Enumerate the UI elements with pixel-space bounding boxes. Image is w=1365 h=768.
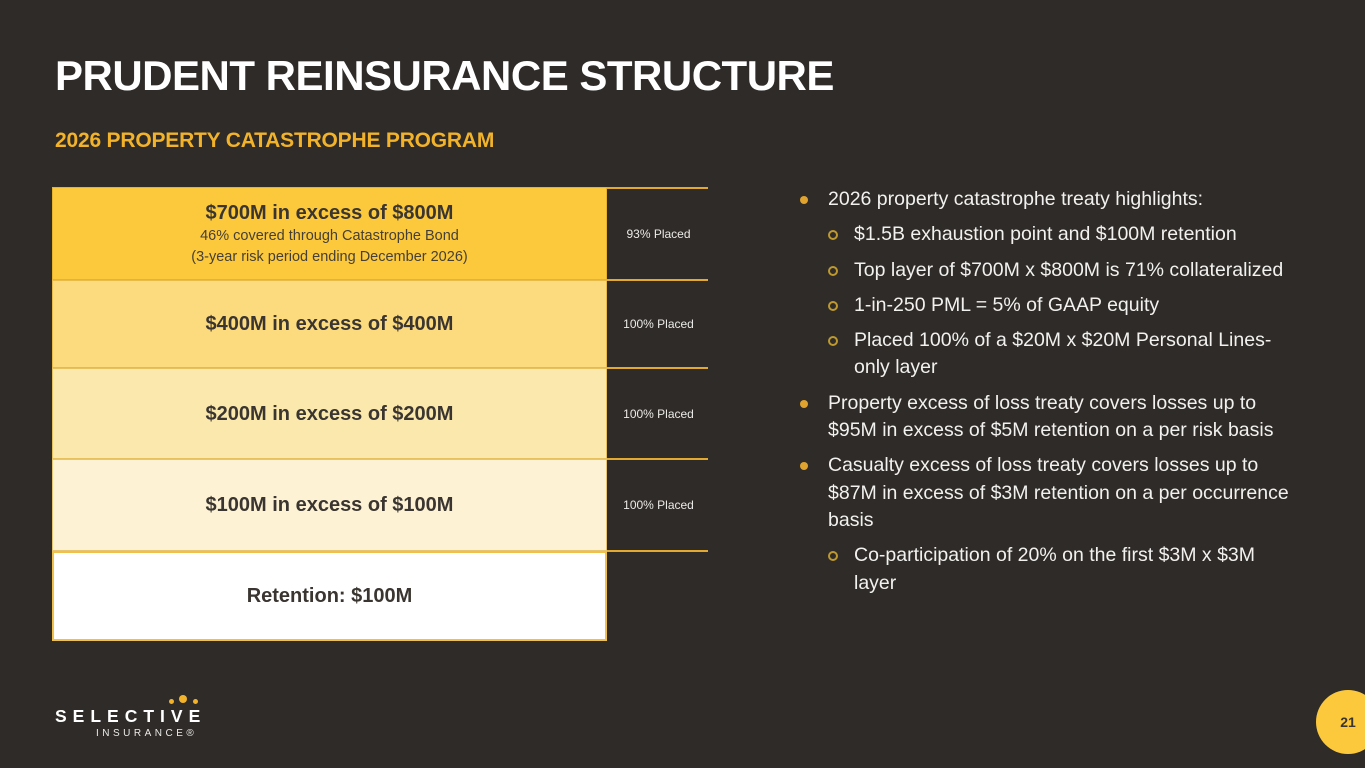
bullet-text: Placed 100% of a $20M x $20M Personal Lines-only layer — [854, 329, 1272, 379]
reinsurance-tower-diagram — [52, 187, 710, 641]
tower-layer-100x100 — [52, 459, 607, 551]
selective-insurance-logo — [55, 695, 275, 745]
layer-subline: 46% covered through Catastrophe Bond — [200, 227, 459, 244]
tower-layers — [52, 187, 607, 641]
layer-label: $700M in excess of $800M — [205, 201, 454, 224]
logo-dot-icon — [179, 695, 187, 703]
layer-label: $100M in excess of $100M — [205, 494, 454, 516]
tower-layer-200x200 — [52, 368, 607, 459]
bullet-text: Top layer of $700M x $800M is 71% collateralized — [854, 258, 1284, 281]
bullet-circle-icon — [828, 301, 838, 311]
tower-retention-box — [52, 551, 607, 641]
logo-dot-icon — [169, 699, 174, 704]
bullet-circle-icon — [828, 266, 838, 276]
bullet-circle-icon — [828, 336, 838, 346]
bullet-item — [828, 327, 1297, 382]
bullet-text: 2026 property catastrophe treaty highlights: — [828, 188, 1204, 210]
bullet-text: Property excess of loss treaty covers losses up to $95M in excess of $5M retention on a per risk basis — [828, 391, 1274, 442]
bullet-item — [800, 186, 1297, 213]
logo-wordmark: SELECTIVE — [55, 706, 207, 726]
page-number-badge — [1316, 690, 1365, 754]
bullet-item — [800, 452, 1297, 534]
placed-percentage-column — [607, 187, 710, 641]
bullet-text: $1.5B exhaustion point and $100M retention — [854, 223, 1237, 246]
layer-label: $200M in excess of $200M — [205, 402, 454, 425]
bullet-item — [828, 221, 1297, 248]
bullet-dot-icon — [800, 196, 808, 204]
page-title: PRUDENT REINSURANCE STRUCTURE — [55, 52, 834, 99]
placed-label: 100% Placed — [623, 498, 694, 512]
layer-subline: (3-year risk period ending December 2026) — [191, 248, 468, 265]
bullet-dot-icon — [800, 462, 808, 470]
tower-layer-400x400 — [52, 280, 607, 368]
highlights-list — [800, 186, 1297, 605]
retention-label: Retention: $100M — [246, 585, 413, 607]
bullet-text: Casualty excess of loss treaty covers losses up to $87M in excess of $3M retention on a per occurrence basis — [828, 454, 1289, 531]
placed-label: 93% Placed — [626, 226, 691, 241]
logo-subtext: INSURANCE® — [96, 728, 198, 739]
logo-dot-icon — [193, 699, 198, 704]
bullet-circle-icon — [828, 551, 838, 561]
tower-layer-700x800 — [52, 187, 607, 280]
placed-label: 100% Placed — [623, 317, 694, 331]
bullet-text: 1-in-250 PML = 5% of GAAP equity — [854, 293, 1160, 316]
bullet-circle-icon — [828, 230, 838, 240]
bullet-item — [828, 542, 1297, 597]
bullet-dot-icon — [800, 400, 808, 408]
page-subtitle: 2026 PROPERTY CATASTROPHE PROGRAM — [55, 129, 495, 152]
bullet-item — [828, 257, 1297, 284]
bullet-item — [800, 390, 1297, 445]
bullet-text: Co-participation of 20% on the first $3M x $3M layer — [854, 544, 1256, 594]
layer-label: $400M in excess of $400M — [205, 313, 454, 335]
placed-label: 100% Placed — [623, 406, 694, 421]
bullet-item — [828, 292, 1297, 319]
page-number: 21 — [1340, 714, 1356, 730]
